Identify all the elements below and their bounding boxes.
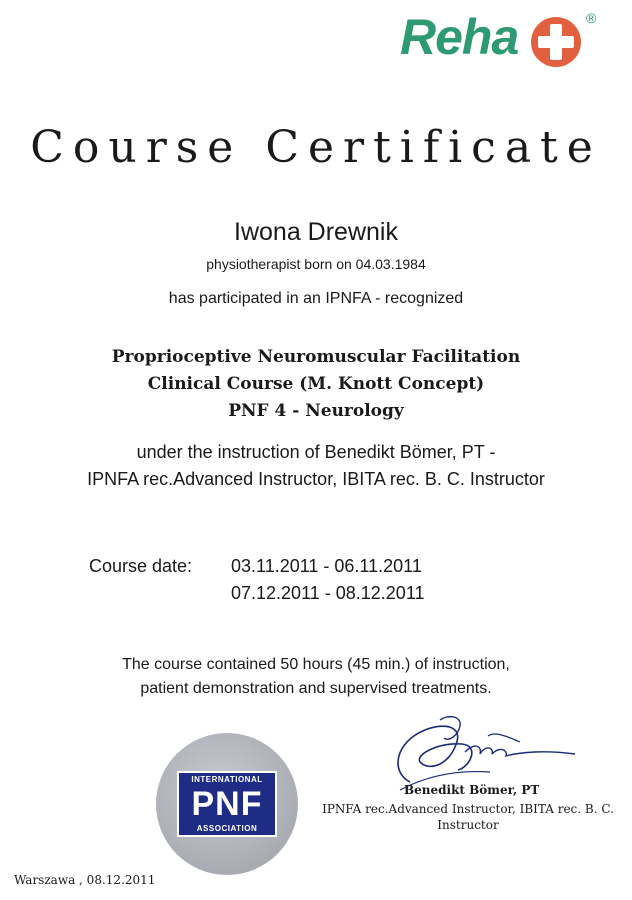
participant-birth-info: physiotherapist born on 04.03.1984 [206,256,426,272]
course-name-line: Proprioceptive Neuromuscular Facilitation [111,347,521,367]
plus-cross-icon [530,16,582,68]
registered-mark: ® [586,10,597,26]
course-date-range: 07.12.2011 - 08.12.2011 [231,583,425,603]
instructor-line: under the instruction of Benedikt Bömer, PT - [136,442,496,462]
signer-title: IPNFA rec.Advanced Instructor, IBITA rec. B. C. Instructor [322,802,614,832]
seal-badge [177,771,277,837]
participant-name: Iwona Drewnik [234,218,398,246]
certificate-title: Course Certificate [30,122,602,173]
pnf-association-seal [156,733,298,875]
instructor-line: IPNFA rec.Advanced Instructor, IBITA rec. B. C. Instructor [87,469,545,489]
signer-name: Benedikt Bömer, PT [404,783,540,797]
course-date-range: 03.11.2011 - 06.11.2011 [231,556,422,576]
course-name-line: Clinical Course (M. Knott Concept) [147,374,485,394]
participation-statement: has participated in an IPNFA - recognized [168,290,464,307]
seal-bottom-text: ASSOCIATION [196,824,258,833]
seal-top-text: INTERNATIONAL [191,775,263,784]
course-date-label: Course date: [89,556,193,576]
logo-text: Reha [400,9,519,65]
reha-logo [400,6,610,70]
seal-main-text: PNF [191,785,263,823]
handwritten-signature [370,712,580,792]
place-and-date: Warszawa , 08.12.2011 [14,873,156,887]
course-name-line: PNF 4 - Neurology [228,401,404,421]
course-content-line: The course contained 50 hours (45 min.) of instruction, [122,656,510,673]
course-content-line: patient demonstration and supervised treatments. [140,680,492,697]
